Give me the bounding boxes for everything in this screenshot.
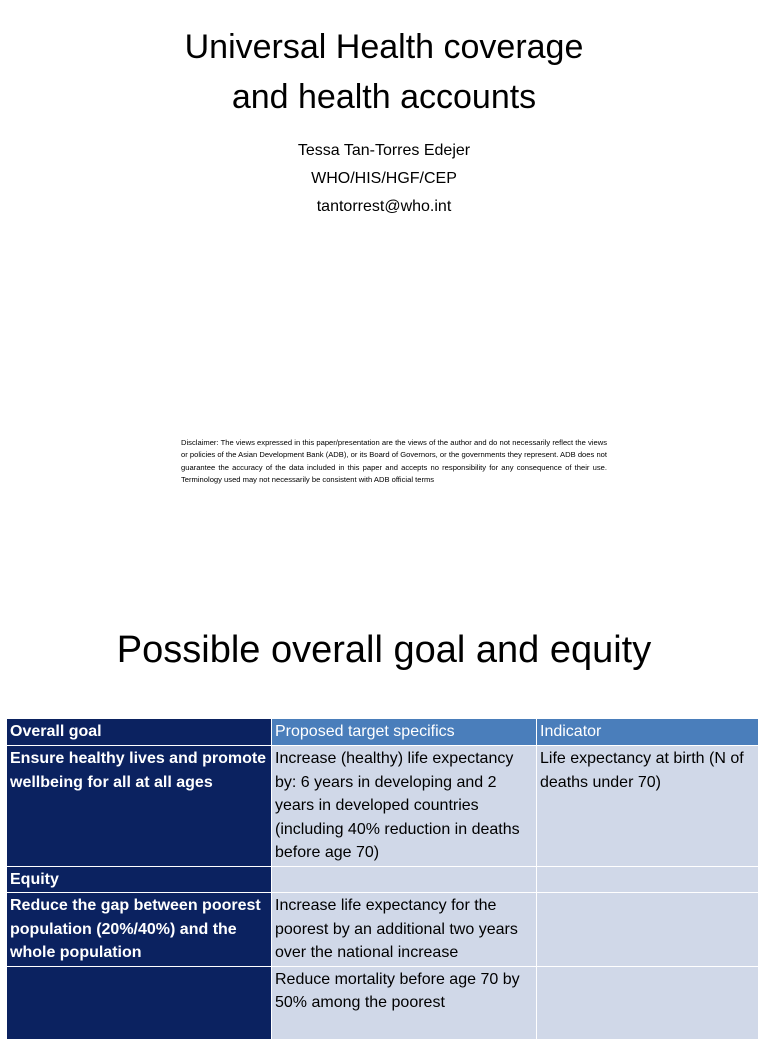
table-cell-goal: [7, 966, 272, 1039]
table-cell-goal: Reduce the gap between poorest population (20%/40%) and the whole population: [7, 893, 272, 967]
author-block: [0, 137, 768, 221]
goals-table: [6, 718, 759, 1040]
table-row: [7, 966, 759, 1039]
table-row: [7, 866, 759, 893]
slide-title: Possible overall goal and equity: [116, 629, 652, 671]
table-cell-goal: Equity: [7, 866, 272, 893]
table-cell-target: Increase (healthy) life expectancy by: 6 years in developing and 2 years in developed countries (including 40% reduction in deaths before age 70): [272, 746, 537, 867]
header-indicator: Indicator: [537, 719, 759, 746]
author-email: tantorrest@who.int: [316, 198, 452, 215]
slide-title: [0, 22, 768, 122]
table-row: [7, 746, 759, 867]
author-department: WHO/HIS/HGF/CEP: [311, 170, 457, 187]
author-name: Tessa Tan-Torres Edejer: [297, 142, 471, 159]
table-cell-indicator: [537, 893, 759, 967]
table-cell-goal: Ensure healthy lives and promote wellbeing for all at all ages: [7, 746, 272, 867]
table-cell-target: Increase life expectancy for the poorest by an additional two years over the national increase: [272, 893, 537, 967]
header-overall-goal: Overall goal: [7, 719, 272, 746]
title-line-1: Universal Health coverage: [184, 28, 584, 66]
table-row: [7, 893, 759, 967]
table-header-row: [7, 719, 759, 746]
disclaimer-text: Disclaimer: The views expressed in this paper/presentation are the views of the author and do not necessarily reflect the views or policies of the Asian Development Bank (ADB), or its Board of Governors, or the governments they represent. ADB does not guarantee the accuracy of the data included in this paper and accepts no responsibility for any consequence of their use. Terminology used may not necessarily be consistent with ADB official terms: [181, 438, 607, 485]
table-cell-indicator: [537, 866, 759, 893]
title-line-2: and health accounts: [231, 78, 537, 116]
header-target-specifics: Proposed target specifics: [272, 719, 537, 746]
goals-slide: [0, 580, 768, 1024]
table-cell-target: [272, 866, 537, 893]
table-cell-target: Reduce mortality before age 70 by 50% among the poorest: [272, 966, 537, 1039]
table-cell-indicator: [537, 966, 759, 1039]
table-cell-indicator: Life expectancy at birth (N of deaths under 70): [537, 746, 759, 867]
